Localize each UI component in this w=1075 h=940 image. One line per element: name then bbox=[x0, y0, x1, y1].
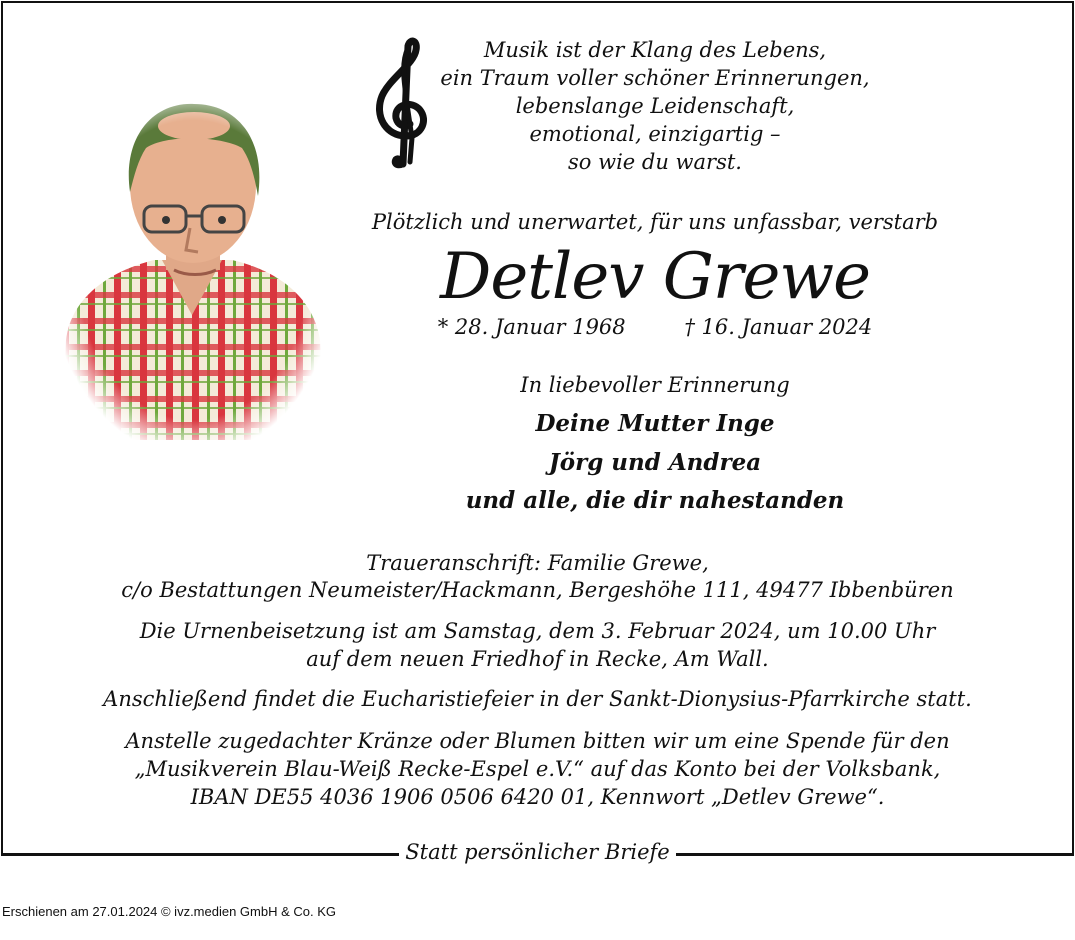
burial-line: Die Urnenbeisetzung ist am Samstag, dem 3. Februar 2024, um 10.00 Uhr bbox=[139, 619, 936, 643]
address-line: Traueranschrift: Familie Grewe, bbox=[366, 551, 709, 575]
donation-line: Anstelle zugedachter Kränze oder Blumen bitten wir um eine Spende für den bbox=[125, 729, 950, 753]
memory-intro: In liebevoller Erinnerung bbox=[520, 373, 790, 397]
mass-line: Anschließend findet die Eucharistiefeier in der Sankt-Dionysius-Pfarrkirche statt. bbox=[103, 687, 972, 711]
donation-line: „Musikverein Blau-Weiß Recke-Espel e.V.“ auf das Konto bei der Volksbank, bbox=[134, 757, 941, 781]
publication-footer: Erschienen am 27.01.2024 © ivz.medien GmbH & Co. KG bbox=[2, 904, 337, 919]
death-announcement-intro: Plötzlich und unerwartet, für uns unfassbar, verstarb bbox=[371, 210, 939, 234]
closing-text: Statt persönlicher Briefe bbox=[405, 840, 670, 864]
poem-line: so wie du warst. bbox=[568, 150, 742, 174]
mourner-line: Jörg und Andrea bbox=[548, 449, 762, 476]
deceased-name: Detlev Grewe bbox=[440, 240, 870, 314]
burial-line: auf dem neuen Friedhof in Recke, Am Wall. bbox=[306, 647, 769, 671]
life-dates bbox=[330, 313, 980, 341]
bottom-rule-left bbox=[1, 853, 399, 856]
donation-line: IBAN DE55 4036 1906 0506 6420 01, Kennwort „Detlev Grewe“. bbox=[190, 785, 885, 809]
birth-date: * 28. Januar 1968 bbox=[437, 315, 626, 339]
address-line: c/o Bestattungen Neumeister/Hackmann, Bergeshöhe 111, 49477 Ibbenbüren bbox=[121, 578, 954, 602]
bottom-rule-right bbox=[676, 853, 1074, 856]
poem-line: ein Traum voller schöner Erinnerungen, bbox=[440, 66, 870, 90]
poem-line: lebenslange Leidenschaft, bbox=[515, 94, 795, 118]
poem-line: Musik ist der Klang des Lebens, bbox=[483, 38, 827, 62]
mourner-line: und alle, die dir nahestanden bbox=[465, 487, 845, 514]
poem bbox=[420, 36, 890, 176]
portrait-photo bbox=[62, 100, 324, 440]
mourner-line: Deine Mutter Inge bbox=[535, 410, 775, 437]
poem-line: emotional, einzigartig – bbox=[529, 122, 781, 146]
death-date: † 16. Januar 2024 bbox=[684, 315, 873, 339]
